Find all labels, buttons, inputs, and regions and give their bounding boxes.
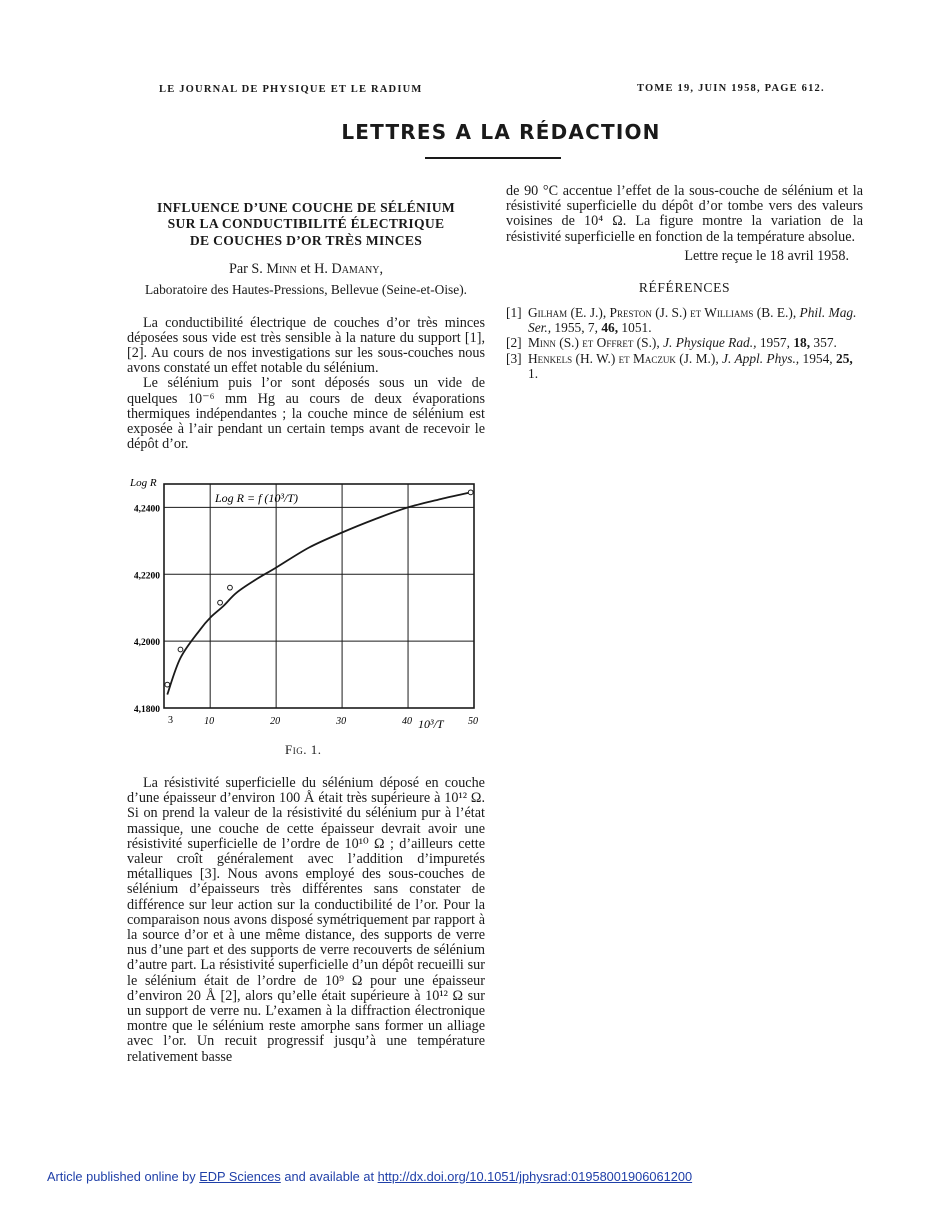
footer-prefix: Article published online by bbox=[47, 1169, 196, 1184]
reference-year: 1955, 7, bbox=[554, 319, 598, 335]
journal-name: LE JOURNAL DE PHYSIQUE ET LE RADIUM bbox=[159, 84, 423, 95]
figure-caption: Fig. 1. bbox=[285, 742, 322, 757]
y-tick-label: 4,2400 bbox=[133, 504, 160, 515]
reference-item bbox=[506, 306, 863, 335]
authors-join: et bbox=[300, 261, 311, 278]
authors bbox=[127, 262, 485, 277]
y-tick-label: 4,2200 bbox=[133, 571, 160, 582]
x-tick-label: 20 bbox=[270, 716, 281, 727]
data-point bbox=[178, 647, 183, 652]
reference-item bbox=[506, 352, 863, 381]
received-date: Lettre reçue le 18 avril 1958. bbox=[684, 247, 849, 264]
reference-year: 1957, bbox=[759, 335, 790, 351]
reference-text bbox=[528, 336, 863, 351]
x-tick-label: 50 bbox=[468, 716, 478, 727]
chart-grid bbox=[164, 484, 474, 708]
x-tick-label: 30 bbox=[336, 716, 347, 727]
y-axis-label: Log R bbox=[130, 477, 157, 489]
reference-page: 1051. bbox=[621, 319, 652, 335]
left-column-continued bbox=[127, 776, 485, 1065]
issue-info: TOME 19, JUIN 1958, PAGE 612. bbox=[637, 83, 825, 94]
article-title-line: INFLUENCE D’UNE COUCHE DE SÉLÉNIUM bbox=[157, 200, 455, 215]
data-points bbox=[165, 490, 473, 687]
doi-link[interactable]: http://dx.doi.org/10.1051/jphysrad:01958001906061200 bbox=[377, 1169, 693, 1184]
article-title-line: SUR LA CONDUCTIBILITÉ ÉLECTRIQUE bbox=[167, 216, 445, 232]
reference-journal: J. Physique Rad., bbox=[663, 335, 757, 351]
author-name: S. Minn bbox=[251, 261, 297, 278]
data-point bbox=[468, 490, 473, 495]
authors-prefix: Par bbox=[228, 261, 248, 278]
footer-middle: and available at bbox=[284, 1169, 375, 1184]
references-heading: RÉFÉRENCES bbox=[638, 280, 731, 296]
data-point bbox=[165, 682, 170, 687]
reference-number: [1] bbox=[506, 305, 522, 321]
series-line bbox=[167, 492, 470, 694]
paragraph: Le sélénium puis l’or sont déposés sous un vide de quelques 10⁻⁶ mm Hg au cours de deux évaporations thermiques indépendantes ; la couche mince de sélénium est exposée à l’air pendant un certain temps avant de recevoir le dépôt d’or. bbox=[127, 375, 485, 453]
reference-page: 1. bbox=[528, 365, 539, 381]
paragraph: de 90 °C accentue l’effet de la sous-couche de sélénium et la résistivité superficielle du dépôt d’or tombe vers des valeurs voisines de 10⁴ Ω. La figure montre la variation de la résistivité superficielle en fonction de la température absolue. bbox=[506, 183, 863, 245]
x-tick-label: 40 bbox=[402, 716, 413, 727]
right-column bbox=[506, 184, 863, 382]
reference-number: [3] bbox=[506, 351, 522, 366]
footer bbox=[47, 1169, 692, 1184]
article-title-line: DE COUCHES D’OR TRÈS MINCES bbox=[189, 232, 423, 248]
section-title: LETTRES A LA RÉDACTION bbox=[341, 120, 661, 144]
y-tick-label: 4,2000 bbox=[133, 638, 160, 649]
paragraph: La résistivité superficielle du sélénium déposé en couche d’une épaisseur d’environ 100 Å était très supérieure à 10¹² Ω. Si on prend la valeur de la résistivité du sélénium pur à l’état massique, une couche de cette épaisseur devrait avoir une résistivité superficielle de l’ordre de 10¹⁰ Ω ; d’ailleurs cette valeur croît généralement avec l’addition d’impuretés métalliques [3]. Nous avons employé des sous-couches de sélénium d’épaisseurs très différentes sans constater de différence sur leur action sur la conductibilité de l’or. Pour la comparaison nous avons disposé symétriquement par rapport à la source d’or et à une même distance, des supports de verre nus d’une part et des supports de verre recouverts de sélénium d’autre part. La résistivité superficielle d’un dépôt recueilli sur le sélénium était de l’ordre de 10⁹ Ω pour une épaisseur d’environ 20 Å [2], alors qu’elle était supérieure à 10¹² Ω sur un support de verre nu. L’examen à la diffraction électronique montre que le sélénium reste amorphe sans former un alliage avec l’or. Un recuit progressif jusqu’à une température relativement basse bbox=[127, 775, 485, 1065]
chart-title: Log R = f (10³/T) bbox=[215, 491, 299, 505]
reference-authors: Gilham (E. J.), Preston (J. S.) et Williams (B. E.), bbox=[528, 305, 797, 321]
x-axis-label: 10³/T bbox=[418, 717, 444, 731]
reference-item bbox=[506, 336, 863, 351]
figure-chart bbox=[118, 472, 490, 734]
title-rule bbox=[425, 157, 561, 159]
reference-authors: Henkels (H. W.) et Maczuk (J. M.), bbox=[528, 351, 719, 366]
reference-list bbox=[506, 306, 863, 381]
reference-journal: J. Appl. Phys., bbox=[722, 351, 800, 366]
x-tick-label: 10 bbox=[204, 716, 215, 727]
y-tick-label: 4,1800 bbox=[133, 705, 160, 715]
reference-volume: 18, bbox=[793, 335, 811, 351]
reference-year: 1954, bbox=[802, 351, 833, 366]
reference-volume: 46, bbox=[601, 319, 619, 335]
x-origin-label: 3 bbox=[168, 715, 173, 726]
chart-ticks bbox=[134, 504, 478, 727]
data-point bbox=[218, 600, 223, 605]
paragraph: La conductibilité électrique de couches d’or très minces déposées sous vide est très sensible à la nature du support [1], [2]. Au cours de nos investigations sur les sous-couches nous avons constaté un effet notable du sélénium. bbox=[127, 314, 485, 377]
author-name: H. Damany, bbox=[314, 261, 384, 278]
reference-text bbox=[528, 306, 863, 335]
reference-page: 357. bbox=[813, 335, 837, 351]
data-point bbox=[228, 585, 233, 590]
reference-authors: Minn (S.) et Offret (S.), bbox=[528, 335, 660, 351]
reference-text bbox=[528, 352, 863, 381]
article-title bbox=[127, 200, 485, 249]
publisher-link[interactable]: EDP Sciences bbox=[199, 1169, 281, 1184]
affiliation: Laboratoire des Hautes-Pressions, Bellevue (Seine-et-Oise). bbox=[144, 282, 468, 298]
reference-journal: Phil. Mag. Ser., bbox=[528, 305, 857, 335]
left-column bbox=[127, 200, 485, 452]
reference-volume: 25, bbox=[836, 351, 853, 366]
reference-number: [2] bbox=[506, 335, 522, 351]
